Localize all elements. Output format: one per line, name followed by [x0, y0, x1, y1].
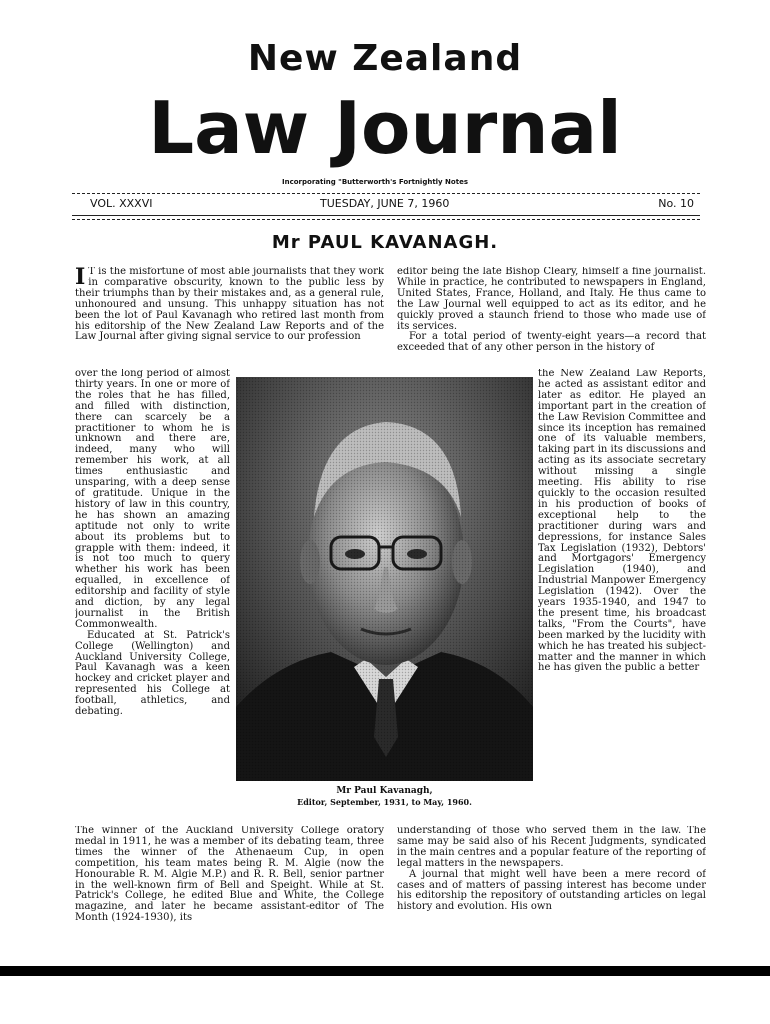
page-bottom-bar [0, 966, 770, 976]
left-narrow-para-1: over the long period of almost thirty years. In one or more of the roles that he has filled, and filled with distinction, there can scarcely be a practitioner to whom he is unknown and there are, indeed, many who will remember his work, at all times enthusiastic and unsparing, with a deep sense of gratitude. Unique in the history of law in this country, he has shown an amazing aptitude not only to write about its problems but to grapple with them: indeed, it is not too much to query whether his work has been equalled, in excellence of editorship and facility of style and diction, by any legal journalist in the British Commonwealth. [75, 369, 230, 630]
portrait-image [236, 377, 533, 781]
left-top-text: T is the misfortune of most able journalists that they work in comparative obscurity, known to the public less by their triumphs than by their mistakes and, as a general rule, unhonoured and unsung. This unhappy situation has not been the lot of Paul Kavanagh who retired last month from his editorship of the New Zealand Law Reports and of the Law Journal after giving signal service to our profession [75, 267, 384, 343]
right-narrow-text: the New Zealand Law Reports, he acted as assistant editor and later as editor. He played an important part in the creation of the Law Revision Committee and since its inception has remained one of its valuable members, taking part in its discussions and acting as its associate secretary without missing a single meeting. His ability to rise quickly to the occasion resulted in his production of books of exceptional help to the practitioner during wars and depressions, for instance Sales Tax Legislation (1932), Debtors' and Mortgagors' Emergency Legislation (1940), and Industrial Manpower Emergency Legislation (1942). Over the years 1935-1940, and 1947 to the present time, his broadcast talks, "From the Courts", have been marked by the lucidity with which he has treated his subject-matter and the manner in which he has given the public a better [538, 369, 706, 674]
article-right-column-narrow [538, 369, 706, 824]
article-right-column-bottom [397, 826, 706, 936]
right-bottom-para-2: A journal that might well have been a mere record of cases and of matters of passing interest has become under his editorship the repository of outstanding articles on legal history and evolution. His own [397, 868, 706, 913]
article-left-column-top [75, 267, 384, 367]
right-top-para-1: editor being the late Bishop Cleary, himself a fine journalist. While in practice, he contributed to newspapers in England, United States, France, Holland, and Italy. He thus came to the Law Journal well equipped to act as its editor, and he quickly proved a staunch friend to those who made use of its services. [397, 267, 706, 332]
masthead-rule-top [72, 193, 700, 194]
caption-name: Mr Paul Kavanagh, [336, 786, 433, 796]
incorporating-line: Incorporating "Butterworth's Fortnightly Notes [282, 178, 468, 186]
article-left-column-narrow [75, 369, 230, 827]
masthead-title-top: New Zealand [247, 38, 523, 79]
article-left-column-bottom [75, 826, 384, 936]
issue-volume: VOL. XXXVI [90, 197, 153, 210]
right-bottom-para-1: understanding of those who served them in the law. The same may be said also of his Recent Judgments, syndicated in the main centres and a popular feature of the reporting of legal matters in the newspapers. [397, 826, 706, 869]
article-right-column-top [397, 267, 706, 367]
masthead-rule-bottom [72, 215, 700, 216]
right-top-para-2: For a total period of twenty-eight years—a record that exceeded that of any other person in the history of [397, 331, 706, 354]
issue-info-row [90, 197, 694, 213]
drop-cap: I [75, 267, 86, 290]
issue-number: No. 10 [658, 197, 694, 210]
left-narrow-para-2: Educated at St. Patrick's College (Wellington) and Auckland University College, Paul Kavanagh was a keen hockey and cricket player and represented his College at football, athletics, and debating. [75, 629, 230, 718]
photo-caption [236, 786, 533, 808]
left-bottom-text: The winner of the Auckland University College oratory medal in 1911, he was a member of its debating team, three times the winner of the Athenaeum Cup, in open competition, his team mates being R. M. Algie (now the Honourable R. M. Algie M.P.) and R. R. Bell, senior partner in the well-known firm of Bell and Speight. While at St. Patrick's College, he edited Blue and White, the College magazine, and later he became assistant-editor of The Month (1924-1930), its [75, 826, 384, 924]
issue-date: TUESDAY, JUNE 7, 1960 [320, 197, 450, 210]
portrait-photo [236, 377, 533, 781]
article-headline: Mr PAUL KAVANAGH. [271, 232, 499, 253]
masthead-title-main: Law Journal [148, 86, 622, 170]
caption-role: Editor, September, 1931, to May, 1960. [297, 797, 472, 807]
masthead-rule-bottom-dashed [72, 219, 700, 220]
